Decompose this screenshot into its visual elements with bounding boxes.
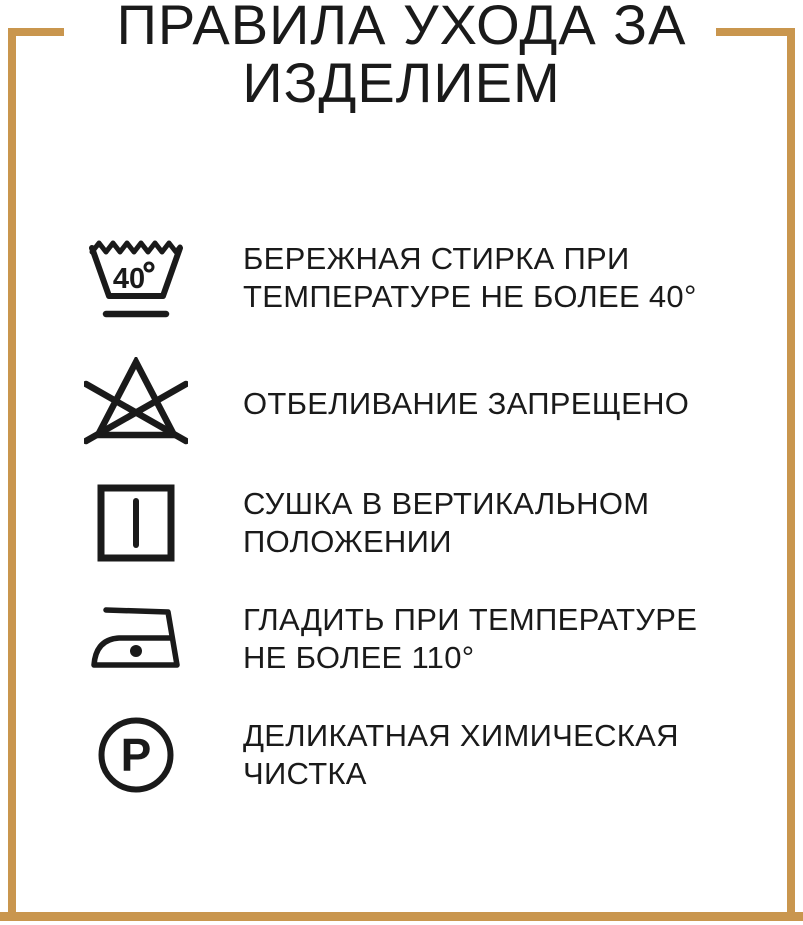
wash-gentle-40-icon [68,235,204,321]
care-item-iron [0,596,803,682]
care-item-label [204,385,689,423]
care-item-label [204,601,697,677]
page-title-line: ПРАВИЛА УХОДА ЗА [116,0,687,56]
care-item-label [204,485,649,561]
dry-clean-delicate-icon [68,717,204,793]
dryclean-letter: P [120,729,152,781]
care-item-dryclean [0,708,803,802]
do-not-bleach-icon [68,357,204,451]
wash-temp-value: 40 [112,263,146,295]
iron-low-temp-icon [68,606,204,672]
label-line: ТЕМПЕРАТУРЕ НЕ БОЛЕЕ 40° [243,279,697,314]
label-line: СУШКА В ВЕРТИКАЛЬНОМ [243,486,650,521]
iron-dot [130,645,142,657]
page-title-line: ИЗДЕЛИЕМ [242,51,561,114]
label-line: ЧИСТКА [243,756,367,791]
drip-dry-vertical-icon [68,484,204,562]
label-line: БЕРЕЖНАЯ СТИРКА ПРИ [243,241,630,276]
label-line: НЕ БОЛЕЕ 110° [243,640,475,675]
page-title [0,0,803,112]
label-line: ОТБЕЛИВАНИЕ ЗАПРЕЩЕНО [243,386,690,421]
label-line: ГЛАДИТЬ ПРИ ТЕМПЕРАТУРЕ [243,602,698,637]
label-line: ДЕЛИКАТНАЯ ХИМИЧЕСКАЯ [243,718,679,753]
frame-border-bottom [0,912,803,921]
care-item-wash [0,228,803,328]
care-item-dry [0,476,803,570]
care-item-label [204,240,697,316]
care-item-label [204,717,679,793]
label-line: ПОЛОЖЕНИИ [243,524,452,559]
degree-mark [145,263,153,271]
care-item-bleach [0,356,803,452]
